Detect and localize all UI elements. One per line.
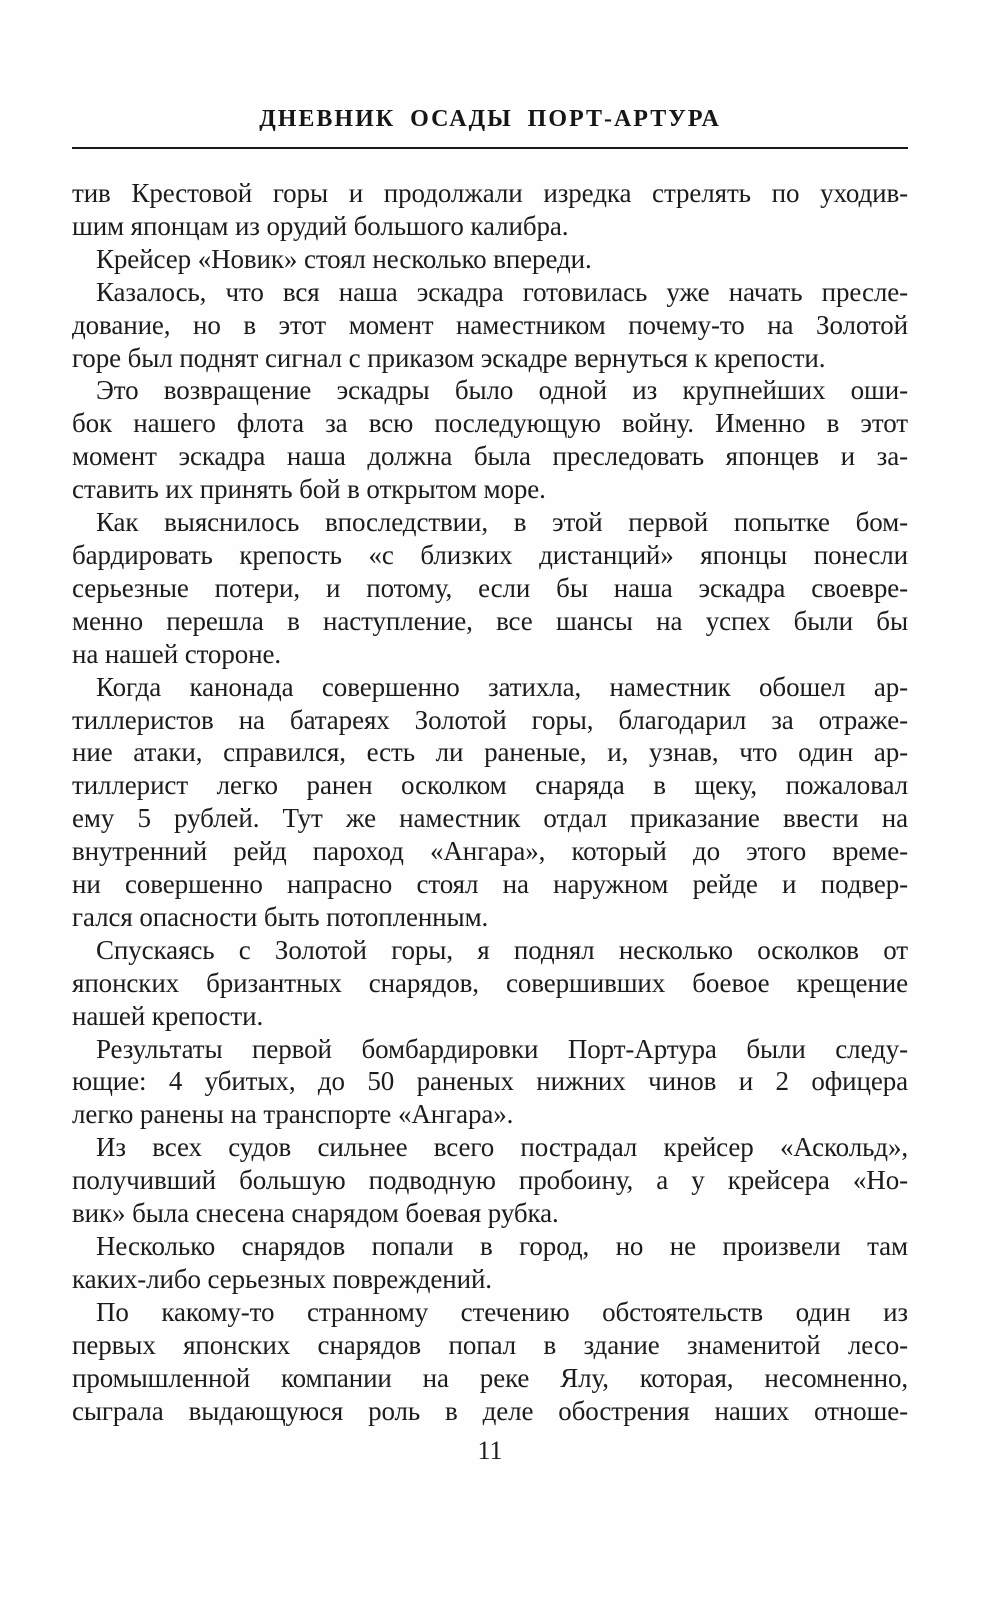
- text-line: тив Крестовой горы и продолжали изредка стрелять по уходив-: [72, 178, 908, 208]
- text-line: сыграла выдающуюся роль в деле обострения наших отноше-: [72, 1395, 908, 1426]
- text-line: дование, но в этот момент наместником почему-то на Золотой: [72, 309, 908, 340]
- text-line: получивший большую подводную пробоину, а у крейсера «Но-: [72, 1165, 908, 1196]
- text-line: гался опасности быть потопленным.: [72, 901, 489, 932]
- text-line: момент эскадра наша должна была преследовать японцев и за-: [72, 441, 908, 472]
- text-line: Как выяснилось впоследствии, в этой первой попытке бом-: [96, 507, 908, 538]
- text-line: бок нашего флота за всю последующую войну. Именно в этот: [72, 408, 908, 439]
- text-line: ставить их принять бой в открытом море.: [72, 474, 546, 505]
- text-line: Спускаясь с Золотой горы, я поднял несколько осколков от: [96, 934, 908, 965]
- text-line: ющие: 4 убитых, до 50 раненых нижних чинов и 2 офицера: [72, 1066, 908, 1097]
- text-line: японских бризантных снарядов, совершивших боевое крещение: [72, 967, 908, 998]
- paragraph: [72, 1131, 908, 1230]
- paragraph: [72, 1296, 908, 1428]
- paragraph: [72, 374, 908, 506]
- text-line: ние атаки, справился, есть ли раненые, и, узнав, что один ар-: [72, 737, 908, 768]
- paragraph: [72, 506, 908, 671]
- text-line: Это возвращение эскадры было одной из крупнейших оши-: [96, 375, 908, 406]
- text-line: внутренний рейд пароход «Ангара», который до этого време-: [72, 836, 908, 867]
- paragraph: [72, 934, 908, 1033]
- text-line: Казалось, что вся наша эскадра готовилась уже начать пресле-: [96, 276, 908, 307]
- text-line: Крейсер «Новик» стоял несколько впереди.: [96, 243, 592, 274]
- text-line: промышленной компании на реке Ялу, которая, несомненно,: [72, 1362, 908, 1393]
- text-line: Несколько снарядов попали в город, но не произвели там: [96, 1231, 908, 1261]
- paragraph: [72, 276, 908, 375]
- text-line: легко ранены на транспорте «Ангара».: [72, 1099, 514, 1130]
- text-line: ни совершенно напрасно стоял на наружном рейде и подвер-: [72, 869, 908, 900]
- text-line: нашей крепости.: [72, 1000, 264, 1031]
- text-line: вик» была снесена снарядом боевая рубка.: [72, 1198, 559, 1229]
- text-line: ему 5 рублей. Тут же наместник отдал приказание ввести на: [72, 803, 908, 834]
- text-line: По какому-то странному стечению обстоятельств один из: [96, 1296, 908, 1327]
- running-header: ДНЕВНИК ОСАДЫ ПОРТ-АРТУРА: [259, 106, 721, 132]
- text-line: Результаты первой бомбардировки Порт-Артура были следу-: [96, 1033, 908, 1064]
- paragraph: [72, 1230, 908, 1296]
- paragraph: [72, 243, 908, 276]
- page-body: [72, 177, 908, 1427]
- text-line: менно перешла в наступление, все шансы на успех были бы: [72, 605, 908, 636]
- paragraph: [72, 177, 908, 243]
- text-line: бардировать крепость «с близких дистанций» японцы понесли: [72, 539, 908, 570]
- text-line: горе был поднят сигнал с приказом эскадре вернуться к крепости.: [72, 342, 826, 373]
- text-line: тиллеристов на батареях Золотой горы, благодарил за отраже-: [72, 704, 908, 735]
- page-number: 11: [477, 1436, 503, 1465]
- text-line: шим японцам из орудий большого калибра.: [72, 210, 569, 241]
- text-line: серьезные потери, и потому, если бы наша эскадра своевре-: [72, 572, 908, 603]
- text-line: тиллерист легко ранен осколком снаряда в щеку, пожаловал: [72, 770, 908, 801]
- header-rule: [72, 147, 908, 149]
- text-line: на нашей стороне.: [72, 638, 282, 669]
- text-line: каких-либо серьезных повреждений.: [72, 1263, 492, 1294]
- text-line: первых японских снарядов попал в здание знаменитой лесо-: [72, 1329, 908, 1360]
- paragraph: [72, 671, 908, 934]
- paragraph: [72, 1033, 908, 1132]
- text-line: Из всех судов сильнее всего пострадал крейсер «Аскольд»,: [96, 1132, 908, 1163]
- text-line: Когда канонада совершенно затихла, наместник обошел ар-: [96, 671, 908, 702]
